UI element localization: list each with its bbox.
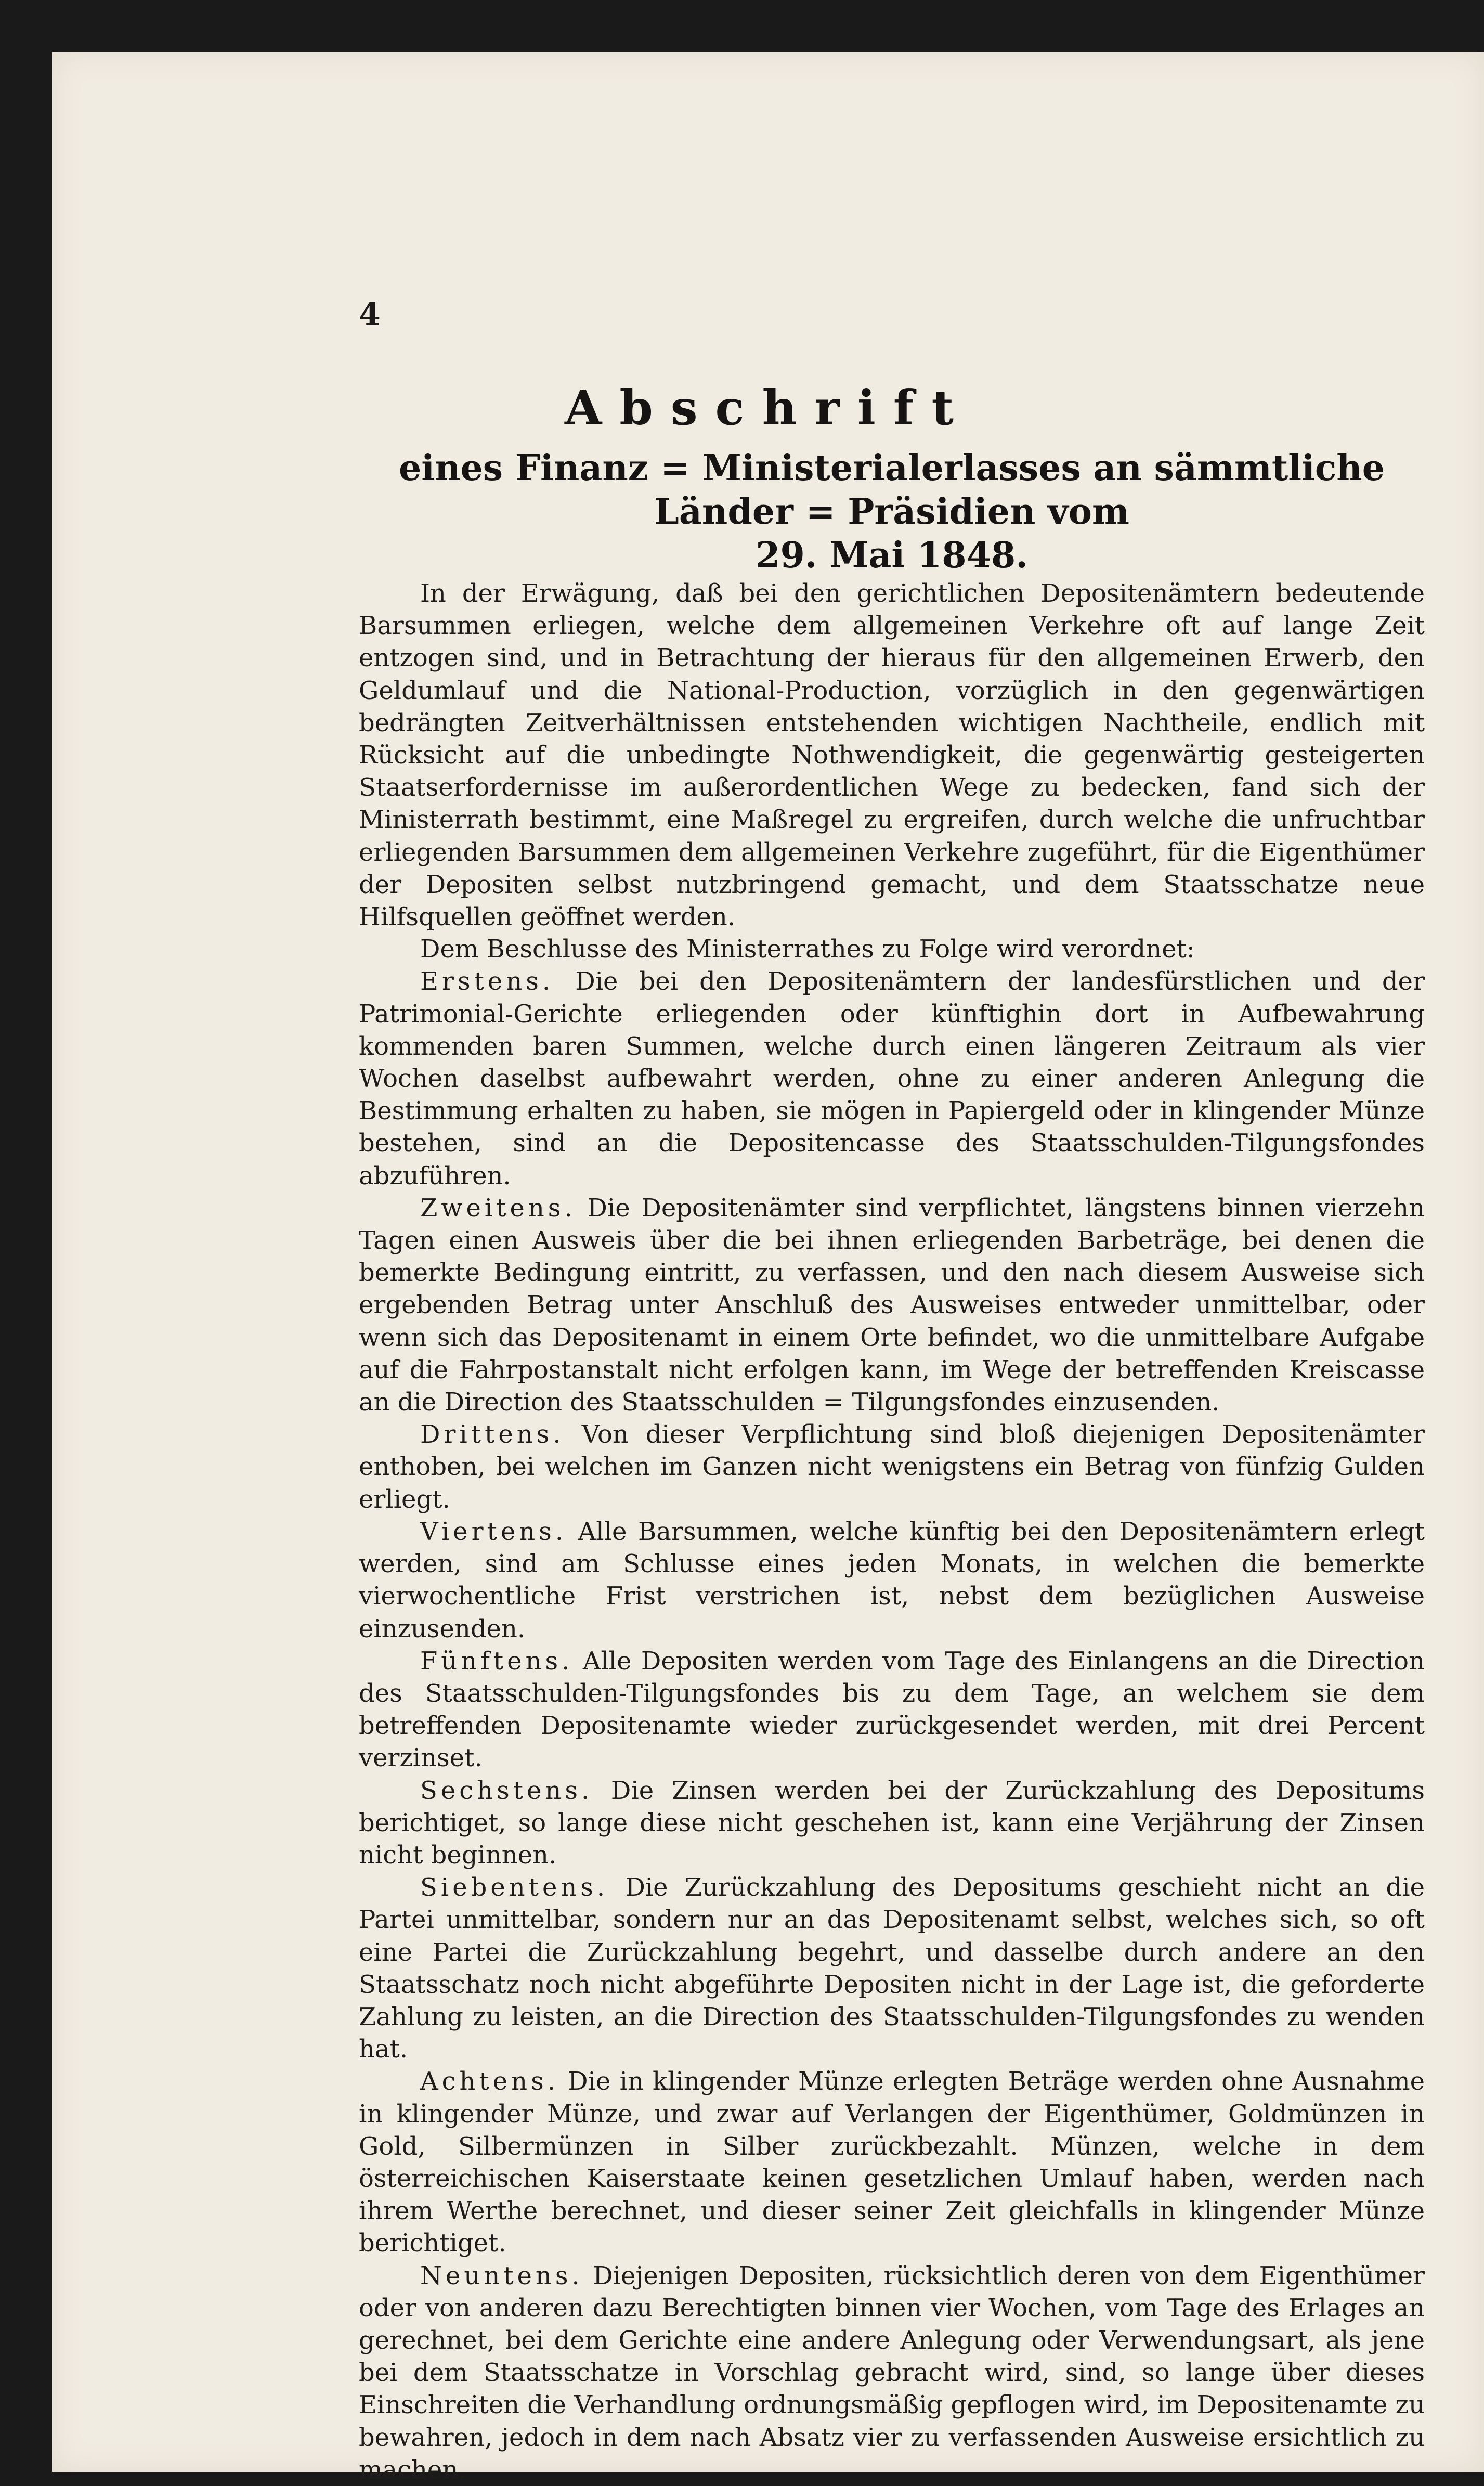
document-subtitle bbox=[359, 446, 1425, 577]
section-paragraph bbox=[359, 1775, 1425, 1872]
section-text: Die Zinsen werden bei der Zurückzahlung des Depositums berichtiget, so lange diese nicht geschehen ist, kann eine Verjährung der Zinsen nicht beginnen. bbox=[359, 1776, 1425, 1870]
section-text: Diejenigen Depositen, rücksichtlich deren von dem Eigenthümer oder von anderen dazu Berechtigten binnen vier Wochen, vom Tage des Erlages an gerechnet, bei dem Gerichte eine andere Anlegung oder Verwendungsart, als jene bei dem Staatsschatze in Vorschlag gebracht wird, sind, so lange über dieses Einschreiten die Verhandlung ordnungsmäßig gepflogen wird, im Depositenamte zu bewahren, jedoch in dem nach Absatz vier zu verfassenden Ausweise ersichtlich zu machen. bbox=[359, 2261, 1425, 2484]
subtitle-line-1: eines Finanz = Ministerialerlasses an sämmtliche Länder = Präsidien vom bbox=[399, 447, 1385, 533]
intro-paragraph: In der Erwägung, daß bei den gerichtlichen Depositenämtern bedeutende Barsummen erliegen, welche dem allgemeinen Verkehre oft auf lange Zeit entzogen sind, und in Betrachtung der hieraus für den allgemeinen Erwerb, den Geldumlauf und die National-Production, vorzüglich in den gegenwärtigen bedrängten Zeitverhältnissen entstehenden wichtigen Nachtheile, endlich mit Rücksicht auf die unbedingte Nothwendigkeit, die gegenwärtig gesteigerten Staatserfordernisse im außerordentlichen Wege zu bedecken, fand sich der Ministerrath bestimmt, eine Maßregel zu ergreifen, durch welche die unfruchtbar erliegenden Barsummen dem allgemeinen Verkehre zugeführt, für die Eigenthümer der Depositen selbst nutzbringend gemacht, und dem Staatsschatze neue Hilfsquellen geöffnet werden. bbox=[359, 579, 1425, 932]
section-lead: Achtens. bbox=[420, 2067, 559, 2096]
document-page bbox=[52, 52, 1484, 2484]
section-paragraph bbox=[359, 1871, 1425, 2065]
section-lead: Fünftens. bbox=[420, 1646, 574, 1676]
section-lead: Sechstens. bbox=[420, 1776, 593, 1805]
subtitle-date: 29. Mai 1848. bbox=[756, 535, 1028, 576]
section-lead: Viertens. bbox=[420, 1517, 567, 1546]
section-text: Die in klingender Münze erlegten Beträge werden ohne Ausnahme in klingender Münze, und zwar auf Verlangen der Eigenthümer, Goldmünzen in Gold, Silbermünzen in Silber zurückbezahlt. Münzen, welche in dem österreichischen Kaiserstaate keinen gesetzlichen Umlauf haben, werden nach ihrem Werthe berechnet, und dieser seiner Zeit gleichfalls in klingender Münze berichtiget. bbox=[359, 2067, 1425, 2258]
section-lead: Drittens. bbox=[420, 1420, 565, 1449]
document-title: Abschrift bbox=[565, 380, 971, 436]
section-text: Die bei den Depositenämtern der landesfürstlichen und der Patrimonial-Gerichte erliegenden oder künftighin dort in Aufbewahrung kommenden baren Summen, welche durch einen längeren Zeitraum als vier Wochen daselbst aufbewahrt werden, ohne zu einer anderen Anlegung die Bestimmung erhalten zu haben, sie mögen in Papiergeld oder in klingender Münze bestehen, sind an die Depositencasse des Staatsschulden-Tilgungsfondes abzuführen. bbox=[359, 967, 1425, 1190]
section-paragraph bbox=[359, 1418, 1425, 1516]
section-paragraph bbox=[359, 1516, 1425, 1645]
decree-paragraph: Dem Beschlusse des Ministerrathes zu Folge wird verordnet: bbox=[420, 935, 1195, 964]
section-text: Die Zurückzahlung des Depositums geschieht nicht an die Partei unmittelbar, sondern nur an das Depositenamt selbst, welches sich, so oft eine Partei die Zurückzahlung begehrt, und dasselbe durch andere an den Staatsschatz noch nicht abgeführte Depositen nicht in der Lage ist, die geforderte Zahlung zu leisten, an die Direction des Staatsschulden-Tilgungsfondes zu wenden hat. bbox=[359, 1873, 1425, 2064]
section-paragraph bbox=[359, 2065, 1425, 2259]
section-text: Alle Depositen werden vom Tage des Einlangens an die Direction des Staatsschulden-Tilgungsfondes bis zu dem Tage, an welchem sie dem betreffenden Depositenamte wieder zurückgesendet werden, mit drei Percent verzinset. bbox=[359, 1646, 1425, 1773]
section-lead: Zweitens. bbox=[420, 1193, 576, 1223]
section-paragraph bbox=[359, 1645, 1425, 1775]
document-body bbox=[359, 577, 1425, 2486]
section-paragraph bbox=[359, 2260, 1425, 2486]
section-text: Von dieser Verpflichtung sind bloß diejenigen Depositenämter enthoben, bei welchen im Ganzen nicht wenigstens ein Betrag von fünfzig Gulden erliegt. bbox=[359, 1420, 1425, 1514]
section-lead: Erstens. bbox=[420, 967, 554, 996]
section-lead: Neuntens. bbox=[420, 2261, 583, 2290]
section-paragraph bbox=[359, 965, 1425, 1192]
section-lead: Siebentens. bbox=[420, 1873, 609, 1902]
section-text: Alle Barsummen, welche künftig bei den Depositenämtern erlegt werden, sind am Schlusse eines jeden Monats, in welchen die bemerkte vierwochentliche Frist verstrichen ist, nebst dem bezüglichen Ausweise einzusenden. bbox=[359, 1517, 1425, 1643]
section-paragraph bbox=[359, 1192, 1425, 1418]
page-number: 4 bbox=[359, 296, 381, 333]
section-text: Die Depositenämter sind verpflichtet, längstens binnen vierzehn Tagen einen Ausweis über die bei ihnen erliegenden Barbeträge, bei denen die bemerkte Bedingung eintritt, zu verfassen, und den nach diesem Ausweise sich ergebenden Betrag unter Anschluß des Ausweises entweder unmittelbar, oder wenn sich das Depositenamt in einem Orte befindet, wo die unmittelbare Aufgabe auf die Fahrpostanstalt nicht erfolgen kann, im Wege der betreffenden Kreiscasse an die Direction des Staatsschulden = Tilgungsfondes einzusenden. bbox=[359, 1193, 1425, 1417]
